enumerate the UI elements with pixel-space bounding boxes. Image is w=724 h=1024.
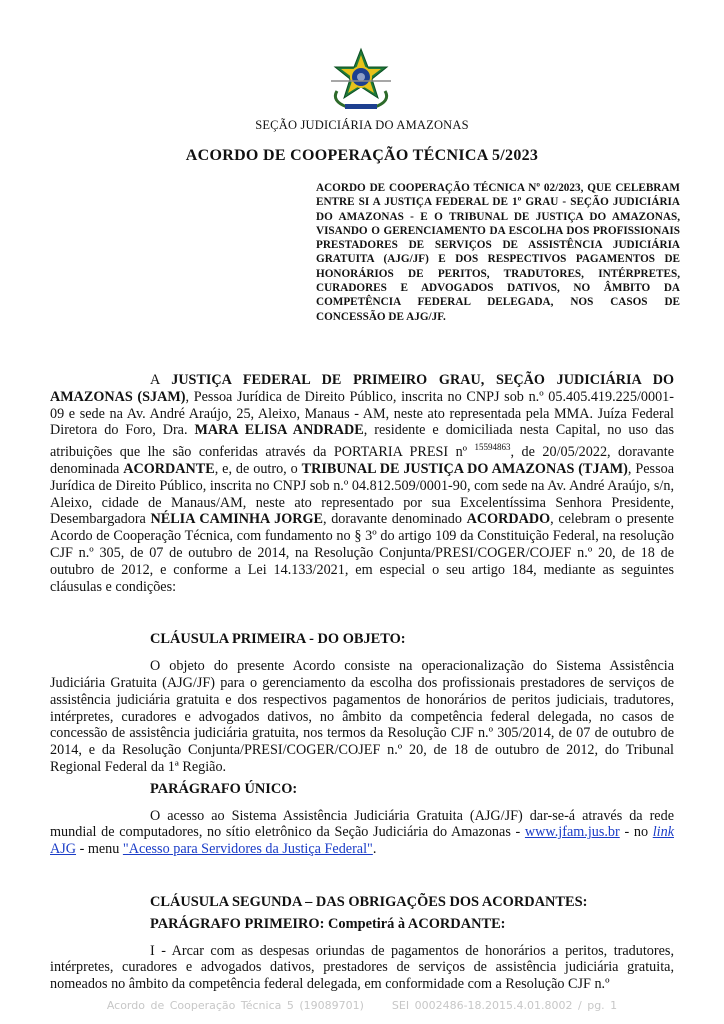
- preamble-paragraph: A JUSTIÇA FEDERAL DE PRIMEIRO GRAU, SEÇÃO JUDICIÁRIA DO AMAZONAS (SJAM), Pessoa Jurídica de Direito Público, inscrita no CNPJ sob n.º 05.405.419.225/0001-09 e sede na Av. André Araújo, 25, Aleixo, Manaus - AM, neste ato representada pela MMA. Juíza Federal Diretora do Foro, Dra. MARA ELISA ANDRADE, residente e domiciliada nesta Capital, no uso das atribuições que lhe são conferidas através da PORTARIA PRESI nº $^{15594863}$, de 20/05/2022, doravante denominada ACORDANTE, e, de outro, o TRIBUNAL DE JUSTIÇA DO AMAZONAS (TJAM), Pessoa Jurídica de Direito Público, inscrita no CNPJ sob n.º 04.812.509/0001-90, com sede na Av. André Araújo, s/n, Aleixo, cidade de Manaus/AM, neste ato representado por sua Excelentíssima Senhora Presidente, Desembargadora NÉLIA CAMINHA JORGE, doravante denominado ACORDADO, celebram o presente Acordo de Cooperação Técnica, com fundamento no § 3º do artigo 109 da Constituição Federal, na resolução CJF n.º 305, de 07 de outubro de 2014, na Resolução Conjunta/PRESI/COGER/COJEF n.º 20, de 18 de outubro de 2012, e conforme a Lei 14.133/2021, em especial o seu artigo 184, mediante as seguintes cláusulas e condições:: [50, 372, 675, 595]
- acordado-label: ACORDADO: [466, 511, 551, 528]
- single-paragraph-heading: PARÁGRAFO ÚNICO:: [150, 780, 298, 797]
- clause-one-text: O objeto do presente Acordo consiste na operacionalização do Sistema Assistência Judiciária Gratuita (AJG/JF) para o gerenciamento da escolha dos profissionais prestadores de serviços de assistência judiciária gratuita e dos respectivos pagamentos de honorários de peritos judiciais, tradutores, intérpretes, curadores e advogados dativos, no âmbito da competência federal delegada, no casos de concessão de assistência judiciária gratuita, nos termos da Resolução CJF n.º 305/2014, de 07 de outubro de 2014, e da Resolução Conjunta/PRESI/COGER/COJEF n.º 20, de 18 de outubro de 2012, do Tribunal Regional Federal da 1ª Região.: [50, 658, 674, 775]
- clause-two-heading: CLÁUSULA SEGUNDA – DAS OBRIGAÇÕES DOS ACORDANTES:: [150, 893, 588, 910]
- party-one-name: JUSTIÇA FEDERAL DE PRIMEIRO GRAU, SEÇÃO JUDICIÁRIA DO AMAZONAS (SJAM): [50, 372, 675, 405]
- brazil-coat-of-arms-icon: [326, 46, 396, 112]
- page-footer: [0, 999, 724, 1012]
- jfam-website-link[interactable]: www.jfam.jus.br: [524, 824, 620, 841]
- document-body: [50, 372, 674, 993]
- judge-name: MARA ELISA ANDRADE: [194, 422, 364, 439]
- acordante-label: ACORDANTE: [123, 460, 215, 477]
- president-name: NÉLIA CAMINHA JORGE: [150, 511, 323, 528]
- footer-doc-ref: Acordo de Cooperação Técnica 5 (19089701): [106, 999, 364, 1012]
- clause-one-heading: CLÁUSULA PRIMEIRA - DO OBJETO:: [150, 631, 406, 648]
- single-paragraph-text: O acesso ao Sistema Assistência Judiciária Gratuita (AJG/JF) dar-se-á através da rede mundial de computadores, no sítio eletrônico da Seção Judiciária do Amazonas - www.jfam.jus.br - no link AJG - menu "Acesso para Servidores da Justiça Federal".: [50, 807, 674, 858]
- party-two-name: TRIBUNAL DE JUSTIÇA DO AMAZONAS (TJAM): [301, 460, 628, 477]
- footer-sei-ref: SEI 0002486-18.2015.4.01.8002 / pg. 1: [391, 999, 618, 1012]
- paragraph-one-heading: PARÁGRAFO PRIMEIRO: Competirá à ACORDANTE:: [150, 915, 506, 932]
- organization-name: SEÇÃO JUDICIÁRIA DO AMAZONAS: [255, 118, 469, 132]
- portaria-number: 15594863: [474, 442, 511, 453]
- document-title: ACORDO DE COOPERAÇÃO TÉCNICA 5/2023: [185, 147, 539, 164]
- agreement-summary: ACORDO DE COOPERAÇÃO TÉCNICA Nº 02/2023, QUE CELEBRAM ENTRE SI A JUSTIÇA FEDERAL DE 1º GRAU - SEÇÃO JUDICIÁRIA DO AMAZONAS - E O TRIBUNAL DE JUSTIÇA DO AMAZONAS, VISANDO O GERENCIAMENTO DA ESCOLHA DOS PROFISSIONAIS PRESTADORES DE SERVIÇOS DE ASSISTÊNCIA JUDICIÁRIA GRATUITA (AJG/JF) E DOS RESPECTIVOS PAGAMENTOS DE HONORÁRIOS DE PERITOS, TRADUTORES, INTÉRPRETES, CURADORES E ADVOGADOS DATIVOS, NO ÂMBITO DA COMPETÊNCIA FEDERAL DELEGADA, NOS CASOS DE CONCESSÃO DE AJG/JF.: [316, 182, 680, 323]
- clause-two-item-one: I - Arcar com as despesas oriundas de pagamentos de honorários a peritos, tradutores, intérpretes, curadores e advogados dativos, prestadores de serviços de assistência judiciária gratuita, nomeados no âmbito da competência federal delegada, em conformidade com a Resolução CJF n.º: [50, 942, 674, 993]
- server-access-menu-link[interactable]: "Acesso para Servidores da Justiça Federal": [122, 841, 373, 858]
- ajg-link[interactable]: link AJG: [50, 824, 674, 858]
